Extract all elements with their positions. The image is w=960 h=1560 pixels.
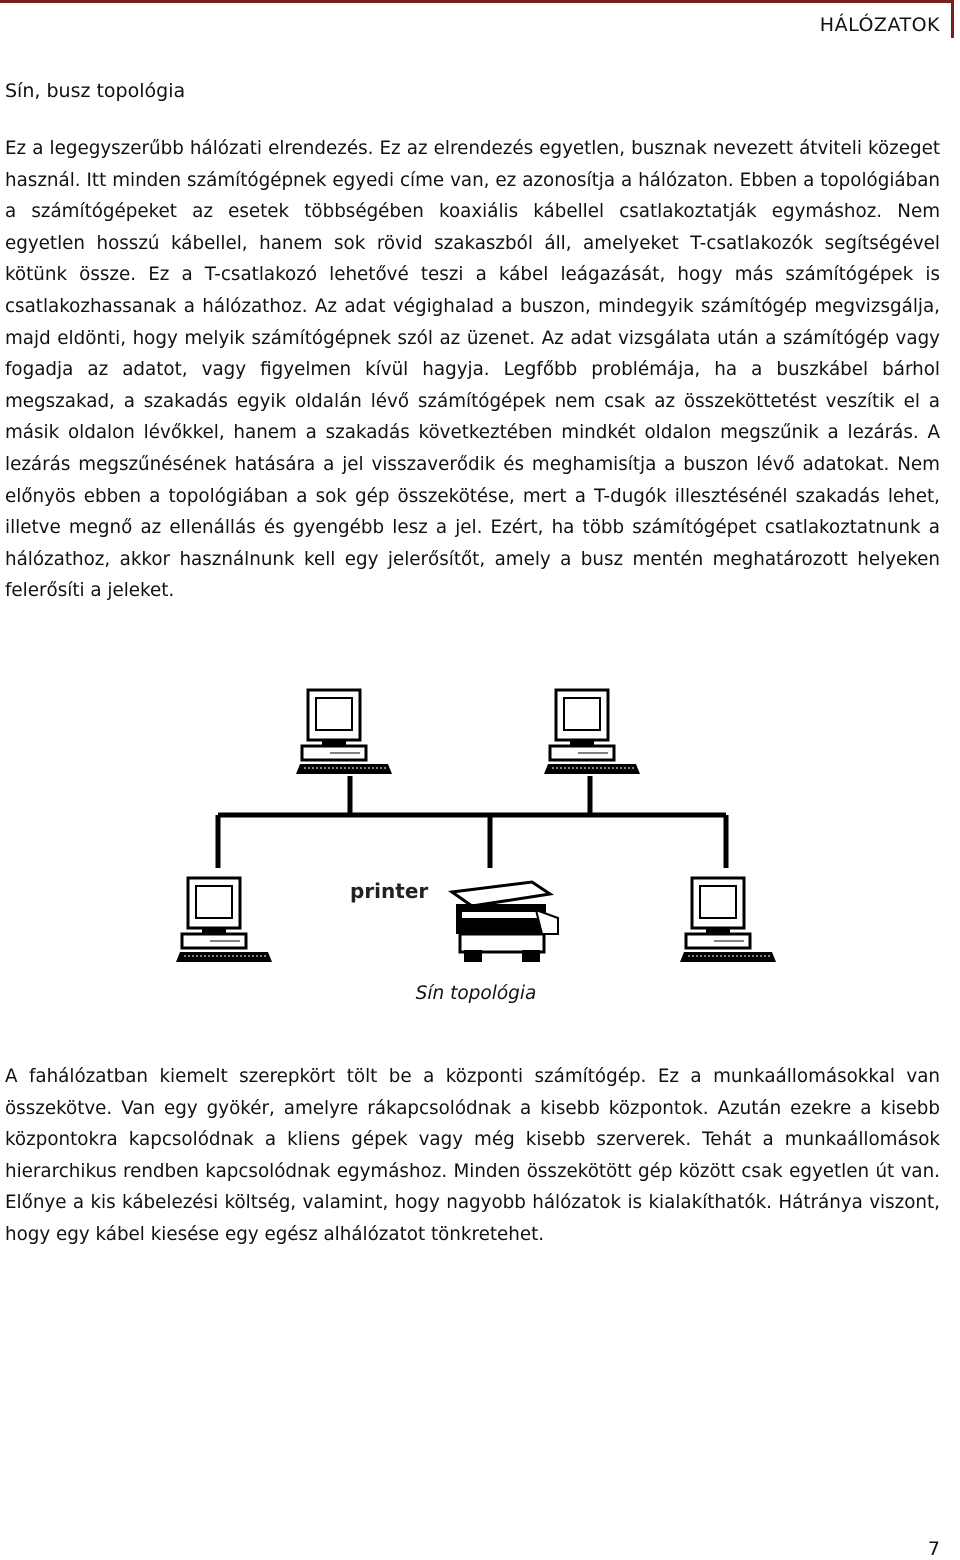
computer-icon <box>176 878 272 962</box>
bus-topology-diagram <box>160 680 800 970</box>
printer-label: printer <box>350 879 429 903</box>
section-title: Sín, busz topológia <box>5 80 186 102</box>
paragraph-bus-topology: Ez a legegyszerűbb hálózati elrendezés. Ez az elrendezés egyetlen, busznak nevezett átviteli közeget használ. Itt minden számítógépnek egyedi címe van, ez azonosítja a hálózaton. Ebben a topológiában a számítógépeket az esetek többségében koaxiális kábellel csatlakoztatják egymáshoz. Nem egyetlen hosszú kábellel, hanem sok rövid szakaszból áll, amelyeket T-csatlakozók segítségével kötünk össze. Ez a T-csatlakozó lehetővé teszi a kábel leágazását, hogy más számítógépek is csatlakozhassanak a hálózathoz. Az adat végighalad a buszon, mindegyik számítógép megvizsgálja, majd eldönti, hogy melyik számítógépnek szól az üzenet. Az adat vizsgálata után a számítógép vagy fogadja az adatot, vagy figyelmen kívül hagyja. Legfőbb problémája, ha a buszkábel bárhol megszakad, a szakadás egyik oldalán lévő számítógépek nem csak az összeköttetést veszítik el a másik oldalon lévőkkel, hanem a szakadás következtében mindkét oldalon megszűnik a lezárás. A lezárás megszűnésének hatására a jel visszaverődik és meghamisítja a buszon lévő adatokat. Nem előnyös ebben a topológiában a sok gép összekötése, mert a T-dugók illesztésénél szakadás lehet, illetve megnő az ellenállás és gyengébb lesz a jel. Ezért, ha több számítógépet csatlakoztatnunk a hálózathoz, akkor használnunk kell egy jelerősítőt, amely a busz mentén meghatározott helyeken felerősíti a jeleket. <box>5 138 940 602</box>
computer-icon <box>296 690 392 774</box>
page-number: 7 <box>927 1538 940 1560</box>
printer-icon <box>452 882 558 962</box>
figure-caption: Sín topológia <box>415 983 537 1004</box>
header-rule <box>0 0 954 38</box>
computer-icon <box>680 878 776 962</box>
page-header-title: HÁLÓZATOK <box>819 14 940 36</box>
computer-icon <box>544 690 640 774</box>
paragraph-tree-topology: A fahálózatban kiemelt szerepkört tölt be a központi számítógép. Ez a munkaállomásokkal van összekötve. Van egy gyökér, amelyre rákapcsolódnak a kisebb központok. Azután ezekre a kisebb központokra kapcsolódnak a kliens gépek vagy még kisebb szerverek. Tehát a munkaállomások hierarchikus rendben kapcsolódnak egymáshoz. Minden összekötött gép között csak egyetlen út van. Előnye a kis kábelezési költség, valamint, hogy nagyobb hálózatok is kialakíthatók. Hátránya viszont, hogy egy kábel kiesése egy egész alhálózatot tönkretehet. <box>5 1066 940 1245</box>
